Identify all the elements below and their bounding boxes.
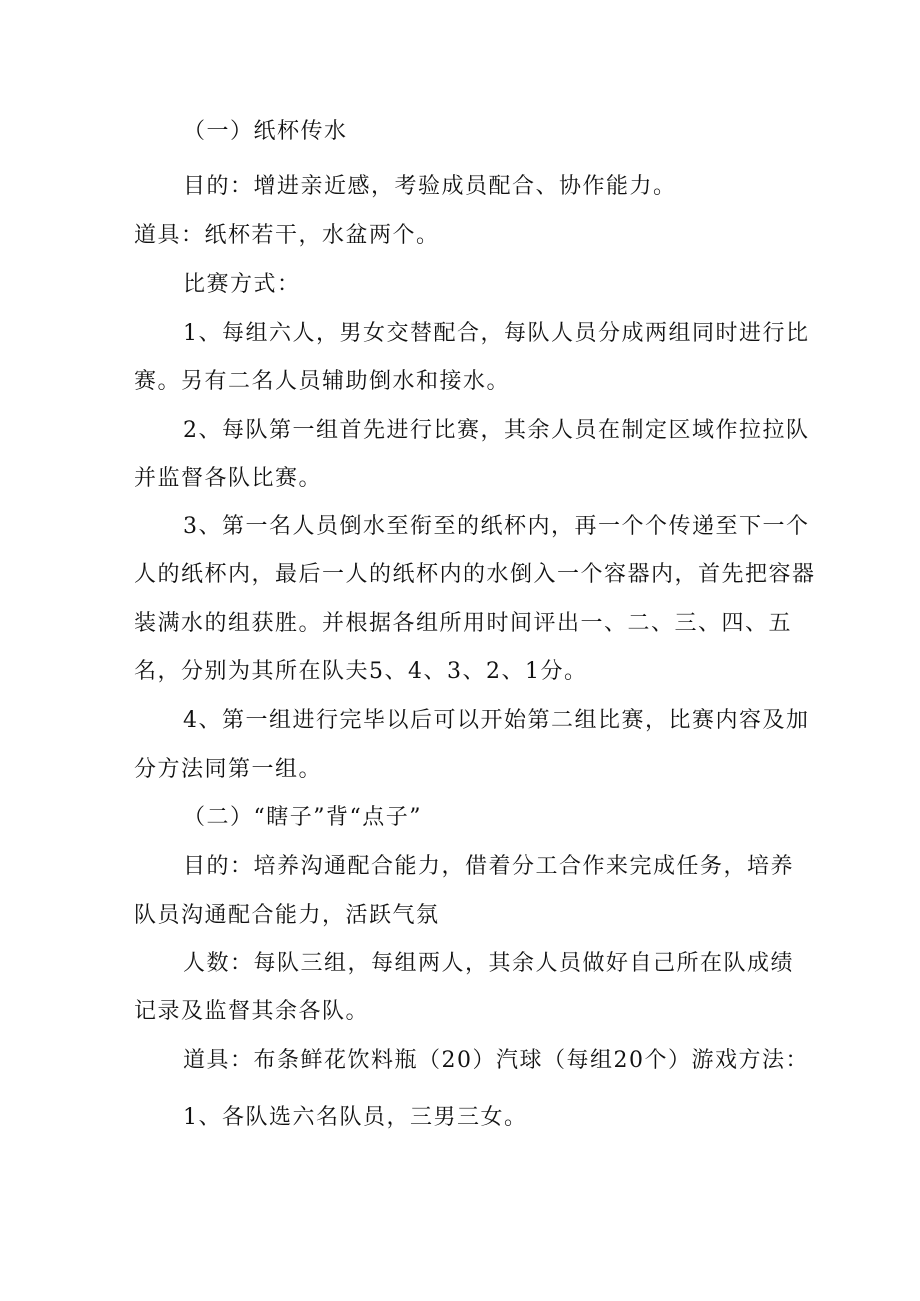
section-1-rule-3-line-2: 人的纸杯内，最后一人的纸杯内的水倒入一个容器内，首先把容器 [134, 562, 816, 587]
section-1-rule-4-line-1: 4、第一组进行完毕以后可以开始第二组比赛，比赛内容及加 [183, 708, 810, 733]
section-2-people-line-1: 人数：每队三组，每组两人，其余人员做好自己所在队成绩 [183, 951, 795, 976]
section-2-props: 道具：布条鲜花饮料瓶（20）汽球（每组20个）游戏方法： [183, 1048, 809, 1073]
section-1-props: 道具：纸杯若干，水盆两个。 [134, 223, 440, 248]
section-2-purpose-line-1: 目的：培养沟通配合能力，借着分工合作来完成任务，培养 [183, 854, 795, 879]
section-1-rule-1-line-1: 1、每组六人，男女交替配合，每队人员分成两组同时进行比 [183, 321, 810, 346]
section-1-rule-2-line-1: 2、每队第一组首先进行比赛，其余人员在制定区域作拉拉队 [183, 418, 810, 443]
section-1-rule-4-line-2: 分方法同第一组。 [134, 757, 323, 782]
section-2-rule-1: 1、各队选六名队员，三男三女。 [183, 1105, 528, 1130]
section-2-purpose-line-2: 队员沟通配合能力，活跃气氛 [134, 903, 440, 928]
section-1-rule-3-line-4: 名，分别为其所在队夫5、4、3、2、1分。 [134, 659, 588, 684]
section-2-people-line-2: 记录及监督其余各队。 [134, 999, 370, 1024]
section-2-heading: （二）“瞎子”背“点子” [183, 805, 422, 830]
section-1-rule-2-line-2: 并监督各队比赛。 [134, 466, 323, 491]
section-1-purpose: 目的：增进亲近感，考验成员配合、协作能力。 [183, 174, 677, 199]
section-1-method-title: 比赛方式： [183, 272, 301, 297]
section-1-rule-3-line-3: 装满水的组获胜。并根据各组所用时间评出一、二、三、四、五 [134, 611, 793, 636]
section-1-rule-3-line-1: 3、第一名人员倒水至衔至的纸杯内，再一个个传递至下一个 [183, 514, 810, 539]
section-1-heading: （一）纸杯传水 [183, 119, 348, 144]
section-1-rule-1-line-2: 赛。另有二名人员辅助倒水和接水。 [134, 369, 511, 394]
